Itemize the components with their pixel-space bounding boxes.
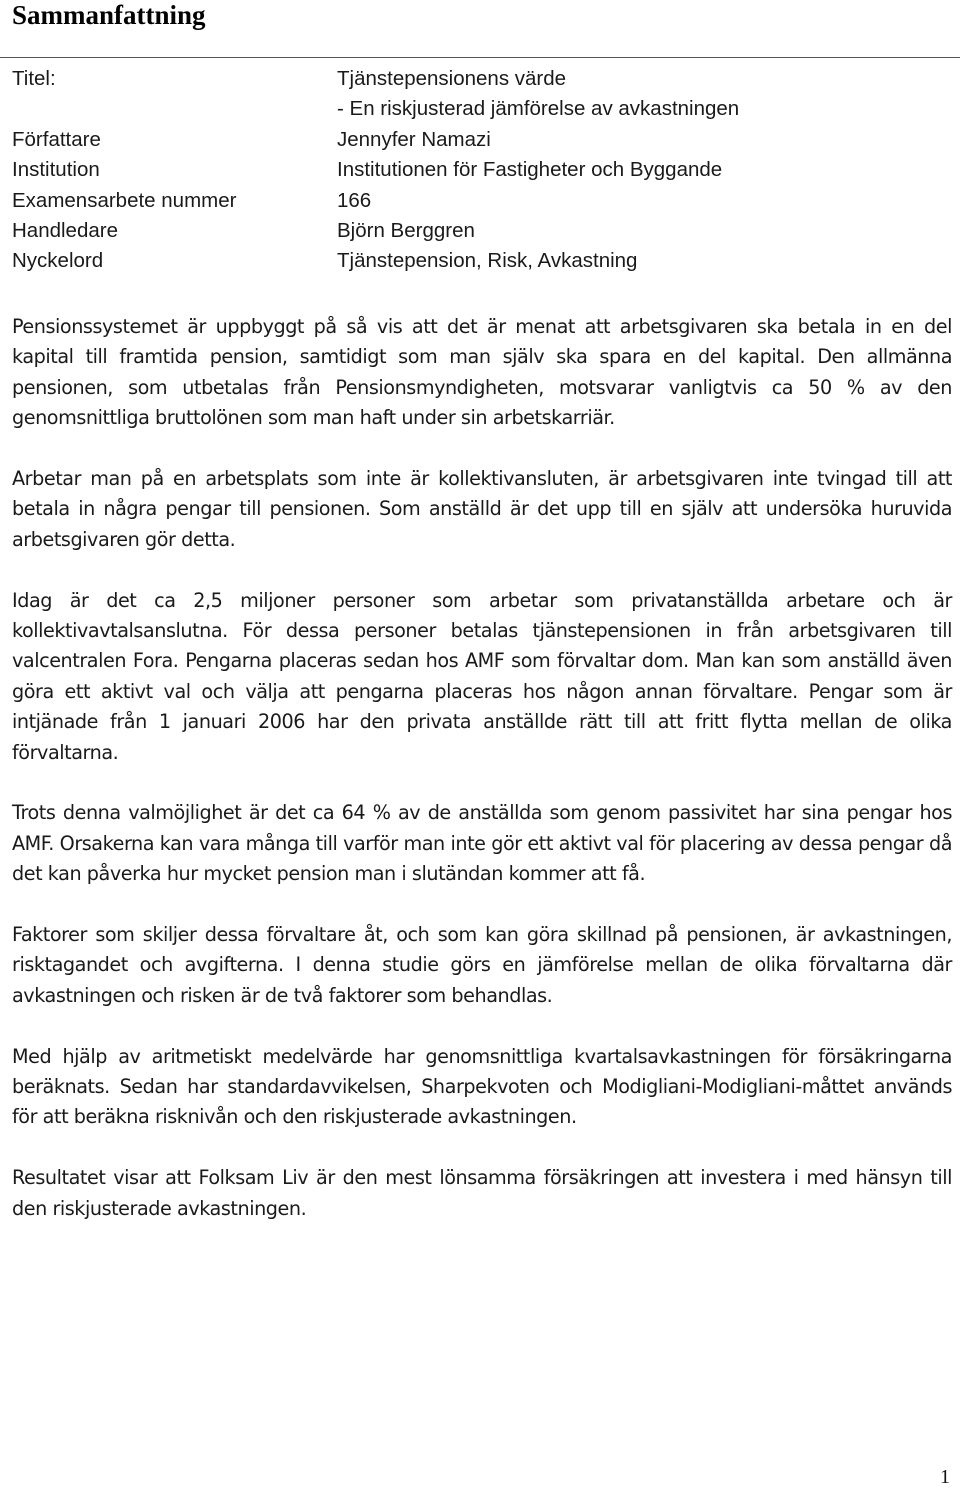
metadata-value: Jennyfer Namazi [337, 127, 491, 151]
page-number: 1 [940, 1466, 950, 1488]
metadata-label: Institution [12, 158, 100, 182]
metadata-value: Tjänstepension, Risk, Avkastning [337, 249, 638, 273]
metadata-row-subtitle [12, 94, 952, 124]
metadata-row-title [12, 64, 952, 94]
metadata-row-author [12, 125, 952, 155]
metadata-row-institution [12, 155, 952, 185]
metadata-label [12, 94, 337, 124]
paragraph: Pensionssystemet är uppbyggt på så vis att det är menat att arbetsgivaren ska betala in en del kapital till framtida pension, samtidigt som man själv ska spara en del kapital. Den allmänna pensionen, som utbetalas från Pensionsmyndigheten, motsvarar vanligtvis ca 50 % av den genomsnittliga bruttolönen som man haft under sin arbetskarriär. [12, 315, 952, 430]
metadata-value: Institutionen för Fastigheter och Byggande [337, 158, 723, 182]
metadata-label: Författare [12, 127, 101, 151]
metadata-value: Björn Berggren [337, 219, 475, 243]
paragraph: Idag är det ca 2,5 miljoner personer som arbetar som privatanställda arbetare och är kollektivavtalsanslutna. För dessa personer betalas tjänstepensionen in från arbetsgivaren till valcentralen Fora. Pengarna placeras sedan hos AMF som förvaltar dom. Man kan som anställd även göra ett aktivt val och välja att pengarna placeras hos någon annan förvaltare. Pengar som är intjänade från 1 januari 2006 har den privata anställde rätt till att fritt flytta mellan de olika förvaltarna. [12, 588, 952, 764]
heading-divider [0, 57, 960, 58]
paragraph: Resultatet visar att Folksam Liv är den mest lönsamma försäkringen att investera i med hänsyn till den riskjusterade avkastningen. [12, 1166, 952, 1220]
metadata-label: Examensarbete nummer [12, 188, 237, 212]
paragraph: Trots denna valmöjlighet är det ca 64 % av de anställda som genom passivitet har sina pengar hos AMF. Orsakerna kan vara många till varför man inte gör ett aktivt val för placering av dessa pengar då det kan påverka hur mycket pension man i slutändan kommer att få. [12, 801, 952, 886]
metadata-label: Handledare [12, 219, 118, 243]
metadata-label: Nyckelord [12, 249, 104, 273]
metadata-row-supervisor [12, 216, 952, 246]
paragraph: Med hjälp av aritmetiskt medelvärde har genomsnittliga kvartalsavkastningen för försäkringarna beräknats. Sedan har standardavvikelsen, Sharpekvoten och Modigliani-Modigliani-måttet används för att beräkna risknivån och den riskjusterade avkastningen. [12, 1044, 952, 1129]
summary-body [12, 312, 952, 1254]
metadata-row-keywords [12, 246, 952, 276]
metadata-row-thesis-number [12, 186, 952, 216]
metadata-value: - En riskjusterad jämförelse av avkastningen [337, 97, 740, 121]
metadata-value: 166 [337, 188, 372, 212]
paragraph: Arbetar man på en arbetsplats som inte är kollektivansluten, är arbetsgivaren inte tvingad till att betala in några pengar till pensionen. Som anställd är det upp till en själv att undersöka huruvida arbetsgivaren gör detta. [12, 467, 952, 551]
page-heading: Sammanfattning [12, 0, 206, 30]
metadata-value: Tjänstepensionens värde [337, 67, 567, 90]
metadata-table [12, 64, 952, 277]
paragraph: Faktorer som skiljer dessa förvaltare åt, och som kan göra skillnad på pensionen, är avkastningen, risktagandet och avgifterna. I denna studie görs en jämförelse mellan de olika förvaltarna där avkastningen och risken är de två faktorer som behandlas. [12, 923, 952, 1007]
metadata-label: Titel: [12, 67, 56, 90]
